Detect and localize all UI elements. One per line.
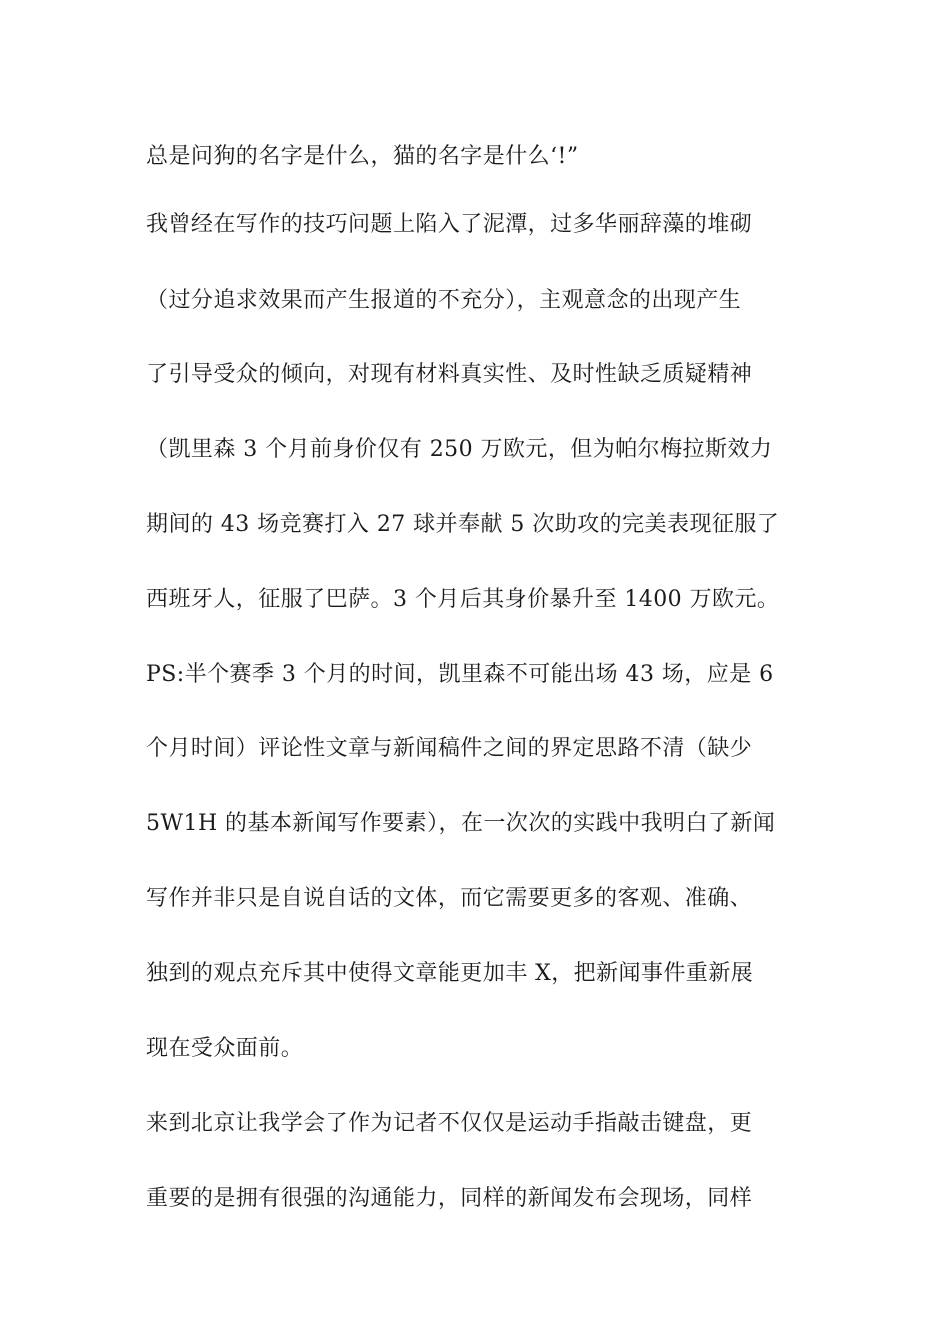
text-line: 写作并非只是自说自话的文体，而它需要更多的客观、准确、 xyxy=(146,886,753,911)
text-line: 总是问狗的名字是什么，猫的名字是什么‘!” xyxy=(146,144,579,169)
text-line: （凯里森 3 个月前身价仅有 250 万欧元，但为帕尔梅拉斯效力 xyxy=(146,437,773,462)
text-line: （过分追求效果而产生报道的不充分），主观意念的出现产生 xyxy=(146,288,742,313)
text-line: 重要的是拥有很强的沟通能力，同样的新闻发布会现场，同样 xyxy=(146,1186,753,1211)
text-line: 西班牙人，征服了巴萨。3 个月后其身价暴升至 1400 万欧元。 xyxy=(146,587,780,612)
text-line: 来到北京让我学会了作为记者不仅仅是运动手指敲击键盘，更 xyxy=(146,1111,753,1136)
text-line: 个月时间）评论性文章与新闻稿件之间的界定思路不清（缺少 xyxy=(146,736,753,761)
text-line: 5W1H 的基本新闻写作要素），在一次次的实践中我明白了新闻 xyxy=(146,811,776,836)
text-line: PS:半个赛季 3 个月的时间，凯里森不可能出场 43 场，应是 6 xyxy=(146,662,774,687)
text-line: 我曾经在写作的技巧问题上陷入了泥潭，过多华丽辞藻的堆砌 xyxy=(146,212,753,237)
text-line: 独到的观点充斥其中使得文章能更加丰 X，把新闻事件重新展 xyxy=(146,961,754,986)
text-line: 现在受众面前。 xyxy=(146,1036,304,1061)
text-line: 期间的 43 场竞赛打入 27 球并奉献 5 次助攻的完美表现征服了 xyxy=(146,512,780,537)
text-line: 了引导受众的倾向，对现有材料真实性、及时性缺乏质疑精神 xyxy=(146,362,753,387)
